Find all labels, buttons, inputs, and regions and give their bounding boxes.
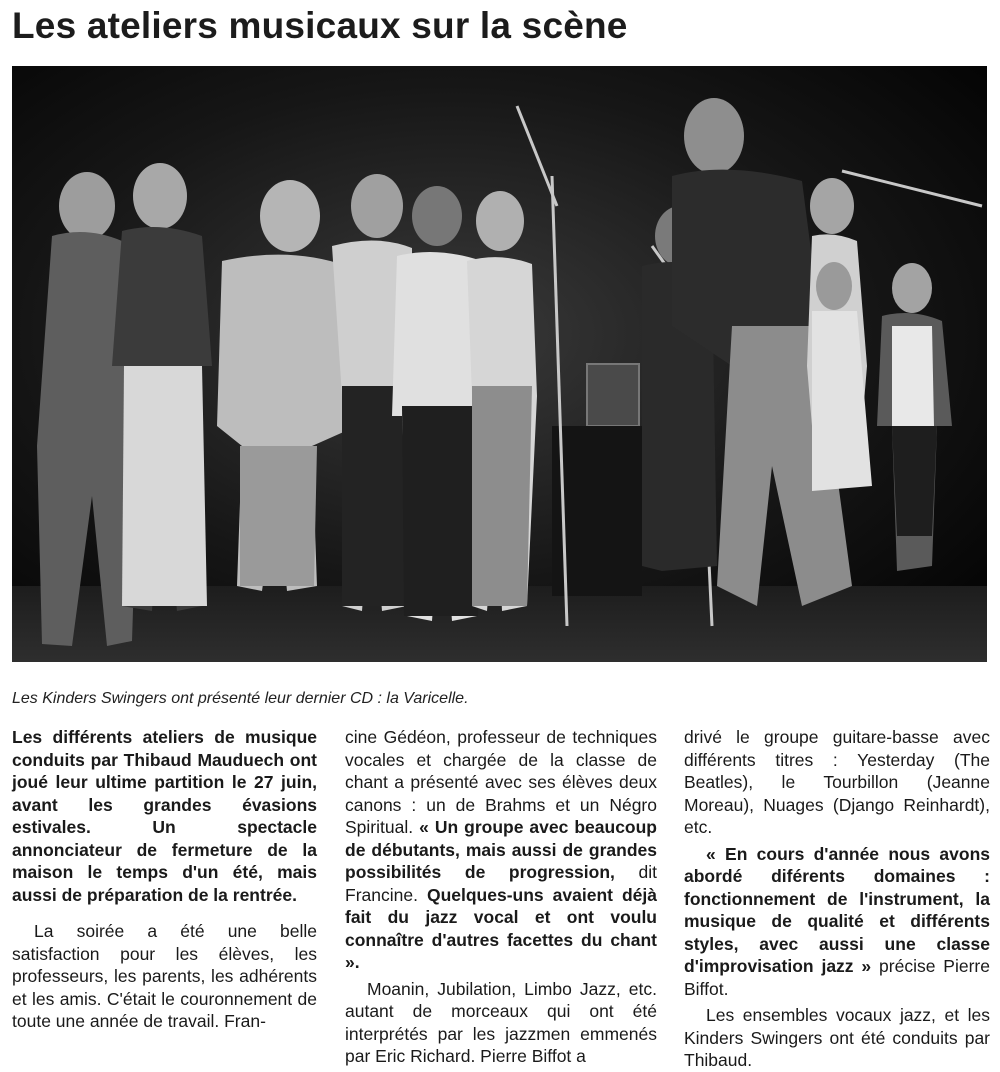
body-paragraph: Moanin, Jubilation, Limbo Jazz, etc. autant de morceaux qui ont été interprétés par les jazzmen emmenés par Eric Richard. Pierre Biffot a	[345, 978, 657, 1066]
quote-text: Quelques-uns avaient déjà fait du jazz vocal et ont voulu connaître d'autres facettes du chant ».	[345, 884, 657, 972]
body-paragraph	[345, 726, 657, 974]
article-column-3	[684, 726, 990, 1072]
headline: Les ateliers musicaux sur la scène	[12, 5, 628, 46]
article-column-2	[345, 726, 657, 1068]
lead-paragraph: Les différents ateliers de musique conduits par Thibaud Mauduech ont joué leur ultime partition le 27 juin, avant les grandes évasions estivales. Un spectacle annonciateur de fermeture de la maison le temps d'un été, mais aussi de préparation de la rentrée.	[12, 727, 317, 905]
quote-text: « En cours d'année nous avons abordé diférents domaines : fonctionnement de l'instrument, la musique de qualité et différents styles, avec aussi une classe d'improvisation jazz »	[684, 843, 990, 976]
body-text: cine Gédéon, professeur de techniques vocales et chargée de la classe de chant a présenté avec ses élèves deux canons : un de Brahms et un Négro Spiritual.	[345, 727, 657, 837]
body-paragraph: Les ensembles vocaux jazz, et les Kinders Swingers ont été conduits par Thibaud.	[684, 1005, 990, 1070]
body-paragraph: drivé le groupe guitare-basse avec différents titres : Yesterday (The Beatles), le Tourbillon (Jeanne Moreau), Nuages (Django Reinhardt), etc.	[684, 727, 990, 837]
quote-text: « Un groupe avec beaucoup de débutants, mais aussi de grandes possibilités de progression,	[345, 817, 657, 882]
body-paragraph	[684, 843, 990, 1001]
article-column-1	[12, 726, 317, 1033]
body-text: précise Pierre Biffot.	[684, 956, 990, 999]
photo-caption: Les Kinders Swingers ont présenté leur dernier CD : la Varicelle.	[12, 690, 469, 707]
body-paragraph: La soirée a été une belle satisfaction pour les élèves, les professeurs, les parents, les adhérents et les amis. C'était le couronnement de toute une année de travail. Fran-	[12, 921, 317, 1031]
body-text: dit Francine.	[345, 862, 657, 905]
stage-photo	[12, 66, 987, 662]
